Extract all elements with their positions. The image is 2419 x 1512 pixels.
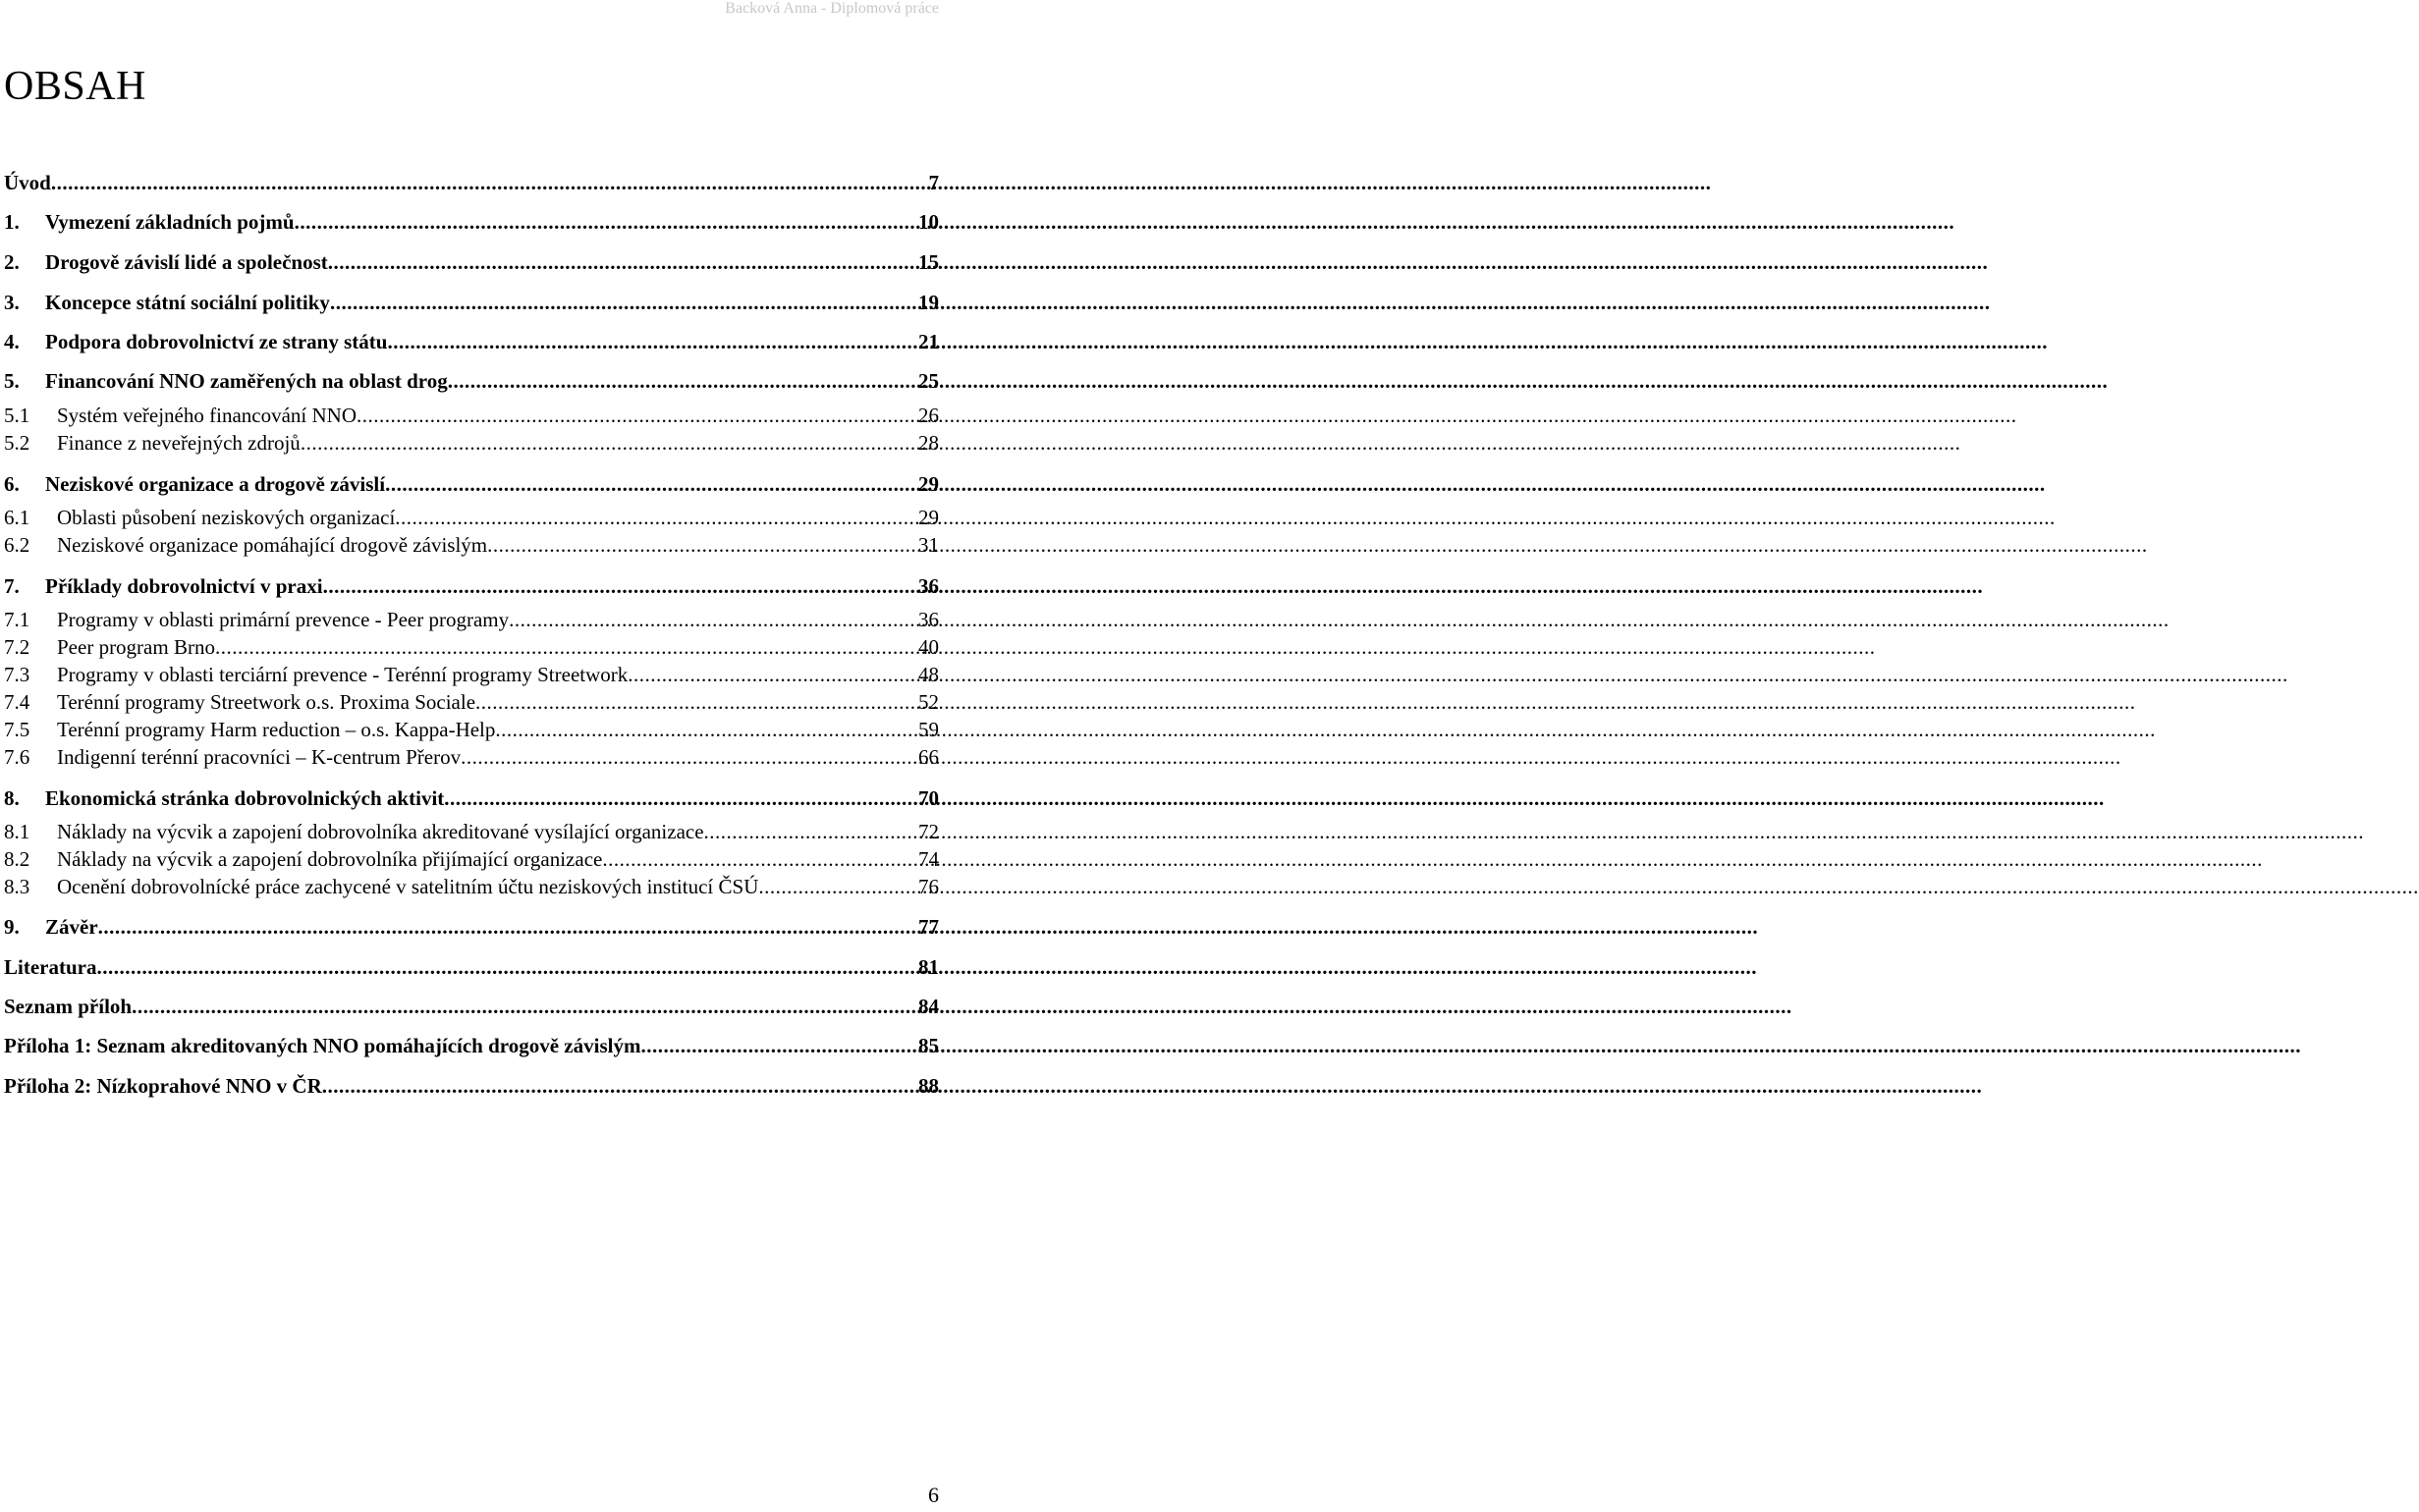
- page-title: OBSAH: [4, 64, 146, 109]
- toc-entry[interactable]: [4, 663, 939, 686]
- toc-entry-title: Náklady na výcvik a zapojení dobrovolníka akreditované vysílající organizace: [57, 820, 704, 843]
- toc-entry-number: 1.: [4, 210, 20, 234]
- toc-entry[interactable]: [4, 786, 939, 810]
- toc-entry-page: 25: [918, 369, 939, 393]
- toc-dot-leader: [357, 404, 916, 427]
- toc-entry-title: Programy v oblasti terciární prevence - Terénní programy Streetwork: [57, 663, 629, 686]
- toc-entry-title: Náklady na výcvik a zapojení dobrovolníka přijímající organizace: [57, 847, 603, 871]
- toc-entry-number: 7.4: [4, 690, 30, 714]
- toc-entry[interactable]: [4, 171, 939, 194]
- toc-entry-title: Příloha 1: Seznam akreditovaných NNO pomáhajících drogově závislým: [4, 1034, 641, 1057]
- toc-entry[interactable]: [4, 995, 939, 1018]
- toc-dot-leader: [395, 506, 916, 529]
- toc-entry-number: 6.: [4, 472, 20, 496]
- toc-dot-leader: [215, 635, 916, 659]
- toc-dot-leader: [461, 745, 916, 769]
- toc-dot-leader: [640, 1034, 916, 1057]
- toc-entry-title: Peer program Brno: [57, 635, 215, 659]
- toc-dot-leader: [444, 786, 916, 810]
- toc-entry-page: 40: [918, 635, 939, 659]
- toc-entry[interactable]: [4, 690, 939, 714]
- toc-entry-page: 31: [918, 533, 939, 557]
- page-number: 6: [928, 1483, 939, 1507]
- toc-entry[interactable]: [4, 291, 939, 314]
- toc-entry-number: 2.: [4, 250, 20, 274]
- toc-entry-page: 72: [918, 820, 939, 843]
- toc-entry-title: Vymezení základních pojmů: [45, 210, 295, 234]
- toc-entry-number: 6.1: [4, 506, 30, 529]
- toc-entry-title: Seznam příloh: [4, 995, 133, 1018]
- toc-entry-page: 88: [918, 1074, 939, 1098]
- toc-entry-title: Systém veřejného financování NNO: [57, 404, 357, 427]
- toc-entry-number: 4.: [4, 330, 20, 353]
- toc-entry-number: 7.5: [4, 718, 30, 741]
- toc-entry-page: 7: [928, 171, 939, 194]
- toc-entry-page: 19: [918, 291, 939, 314]
- toc-entry-title: Indigenní terénní pracovníci – K-centrum Přerov: [57, 745, 462, 769]
- toc-entry-number: 5.2: [4, 431, 30, 455]
- toc-entry-page: 77: [918, 915, 939, 939]
- toc-entry[interactable]: [4, 250, 939, 274]
- toc-entry-title: Neziskové organizace pomáhající drogově závislým: [57, 533, 488, 557]
- toc-entry-title: Koncepce státní sociální politiky: [45, 291, 330, 314]
- toc-entry-page: 59: [918, 718, 939, 741]
- toc-dot-leader: [602, 847, 916, 871]
- toc-entry-page: 76: [918, 875, 939, 898]
- toc-entry-title: Finance z neveřejných zdrojů: [57, 431, 301, 455]
- toc-entry[interactable]: [4, 431, 939, 455]
- toc-entry-number: 7.: [4, 574, 20, 598]
- toc-entry[interactable]: [4, 574, 939, 598]
- toc-dot-leader: [704, 820, 916, 843]
- toc-entry[interactable]: [4, 875, 939, 898]
- toc-entry-number: 5.: [4, 369, 20, 393]
- toc-entry-number: 7.1: [4, 608, 30, 631]
- toc-entry-title: Podpora dobrovolnictví ze strany státu: [45, 330, 388, 353]
- toc-entry[interactable]: [4, 745, 939, 769]
- toc-dot-leader: [385, 472, 916, 496]
- toc-entry-title: Literatura: [4, 955, 97, 979]
- toc-entry-title: Příklady dobrovolnictví v praxi: [45, 574, 323, 598]
- toc-entry[interactable]: [4, 1074, 939, 1098]
- toc-entry-number: 8.1: [4, 820, 30, 843]
- toc-entry[interactable]: [4, 369, 939, 393]
- toc-entry[interactable]: [4, 506, 939, 529]
- toc-dot-leader: [628, 663, 916, 686]
- toc-entry-page: 15: [918, 250, 939, 274]
- toc-entry[interactable]: [4, 472, 939, 496]
- toc-entry-page: 74: [918, 847, 939, 871]
- toc-entry-title: Úvod: [4, 171, 51, 194]
- running-header: Backová Anna - Diplomová práce: [725, 0, 939, 17]
- toc-entry[interactable]: [4, 330, 939, 353]
- toc-entry[interactable]: [4, 210, 939, 234]
- toc-entry-page: 10: [918, 210, 939, 234]
- toc-entry-page: 66: [918, 745, 939, 769]
- toc-entry-page: 36: [918, 608, 939, 631]
- toc-entry-page: 84: [918, 995, 939, 1018]
- toc-entry[interactable]: [4, 608, 939, 631]
- toc-entry-number: 6.2: [4, 533, 30, 557]
- toc-entry[interactable]: [4, 404, 939, 427]
- toc-entry-title: Závěr: [45, 915, 98, 939]
- toc-entry-title: Programy v oblasti primární prevence - Peer programy: [57, 608, 510, 631]
- toc-entry[interactable]: [4, 847, 939, 871]
- toc-entry[interactable]: [4, 533, 939, 557]
- toc-entry-page: 29: [918, 506, 939, 529]
- toc-dot-leader: [758, 875, 916, 898]
- toc-dot-leader: [328, 250, 916, 274]
- toc-dot-leader: [295, 210, 916, 234]
- toc-dot-leader: [330, 291, 916, 314]
- toc-dot-leader: [323, 574, 916, 598]
- toc-entry-number: 9.: [4, 915, 20, 939]
- toc-entry-title: Příloha 2: Nízkoprahové NNO v ČR: [4, 1074, 322, 1098]
- toc-entry[interactable]: [4, 915, 939, 939]
- toc-entry-number: 3.: [4, 291, 20, 314]
- toc-dot-leader: [51, 171, 927, 194]
- toc-entry[interactable]: [4, 635, 939, 659]
- toc-dot-leader: [301, 431, 916, 455]
- toc-entry-number: 8.: [4, 786, 20, 810]
- toc-entry-title: Terénní programy Streetwork o.s. Proxima Sociale: [57, 690, 476, 714]
- toc-entry-page: 36: [918, 574, 939, 598]
- toc-entry-number: 7.3: [4, 663, 30, 686]
- toc-entry-title: Ekonomická stránka dobrovolnických aktivit: [45, 786, 445, 810]
- toc-dot-leader: [487, 533, 916, 557]
- toc-dot-leader: [322, 1074, 916, 1098]
- toc-entry-page: 81: [918, 955, 939, 979]
- toc-dot-leader: [495, 718, 916, 741]
- toc-entry[interactable]: [4, 955, 939, 979]
- toc-entry-title: Oblasti působení neziskových organizací: [57, 506, 396, 529]
- toc-entry-page: 26: [918, 404, 939, 427]
- toc-entry-page: 85: [918, 1034, 939, 1057]
- toc-entry[interactable]: [4, 718, 939, 741]
- toc-entry[interactable]: [4, 820, 939, 843]
- toc-entry-title: Financování NNO zaměřených na oblast drog: [45, 369, 448, 393]
- toc-entry-page: 29: [918, 472, 939, 496]
- toc-entry[interactable]: [4, 1034, 939, 1057]
- toc-dot-leader: [448, 369, 916, 393]
- toc-entry-title: Neziskové organizace a drogově závislí: [45, 472, 386, 496]
- toc-entry-page: 70: [918, 786, 939, 810]
- toc-entry-number: 7.2: [4, 635, 30, 659]
- toc-dot-leader: [98, 915, 916, 939]
- toc-entry-page: 28: [918, 431, 939, 455]
- toc-entry-title: Ocenění dobrovolnícké práce zachycené v satelitním účtu neziskových institucí ČSÚ: [57, 875, 759, 898]
- toc-dot-leader: [132, 995, 916, 1018]
- toc-entry-page: 21: [918, 330, 939, 353]
- toc-entry-number: 8.3: [4, 875, 30, 898]
- toc-entry-number: 5.1: [4, 404, 30, 427]
- toc-entry-number: 8.2: [4, 847, 30, 871]
- toc-entry-page: 52: [918, 690, 939, 714]
- toc-entry-title: Drogově závislí lidé a společnost: [45, 250, 328, 274]
- toc-dot-leader: [96, 955, 916, 979]
- toc-entry-title: Terénní programy Harm reduction – o.s. Kappa-Help: [57, 718, 496, 741]
- toc-dot-leader: [387, 330, 916, 353]
- toc-entry-page: 48: [918, 663, 939, 686]
- toc-entry-number: 7.6: [4, 745, 30, 769]
- toc-dot-leader: [509, 608, 916, 631]
- toc-dot-leader: [475, 690, 916, 714]
